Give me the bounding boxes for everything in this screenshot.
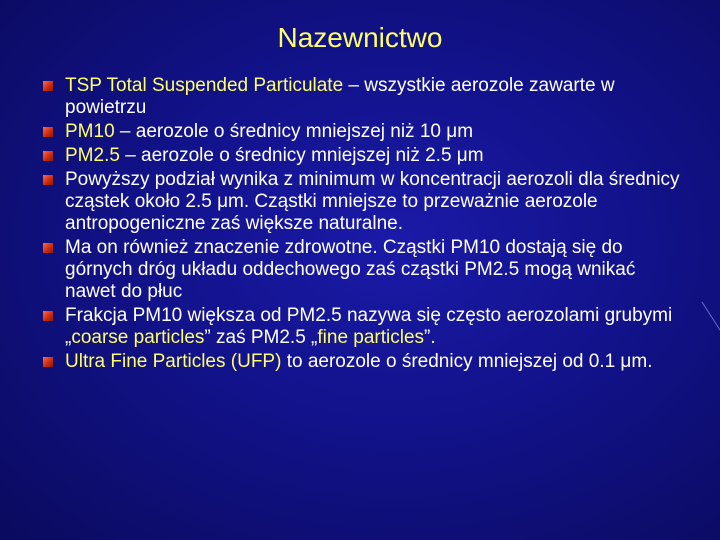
bullet-item	[40, 237, 680, 303]
bullet-marker-icon	[43, 127, 53, 137]
bullet-text: ”.	[424, 327, 436, 348]
bullet-text: – wszystkie aerozole zawarte w powietrzu	[65, 75, 615, 118]
bullet-marker-icon	[43, 175, 53, 185]
corner-decoration	[700, 300, 720, 340]
bullet-text: to aerozole o średnicy mniejszej od 0.1 μm.	[281, 351, 653, 372]
highlighted-term: PM2.5	[65, 145, 120, 166]
highlighted-term: PM10	[65, 121, 115, 142]
bullet-text: – aerozole o średnicy mniejszej niż 2.5 μm	[119, 145, 484, 166]
bullet-item	[40, 351, 680, 373]
bullet-item	[40, 75, 680, 119]
bullet-item	[40, 121, 680, 143]
slide-title: Nazewnictwo	[277, 22, 443, 53]
highlighted-term: fine particles	[317, 327, 425, 348]
bullet-item	[40, 305, 680, 349]
bullet-item	[40, 145, 680, 167]
highlighted-term: Ultra Fine Particles (UFP)	[65, 351, 282, 372]
bullet-marker-icon	[43, 311, 53, 321]
bullet-marker-icon	[43, 151, 53, 161]
bullet-marker-icon	[43, 357, 53, 367]
bullet-text: Ma on również znaczenie zdrowotne. Cząstki PM10 dostają się do górnych dróg układu oddechowego zaś cząstki PM2.5 mogą wnikać nawet do płuc	[65, 237, 636, 302]
bullet-text: – aerozole o średnicy mniejszej niż 10 μm	[114, 121, 474, 142]
bullet-item	[40, 169, 680, 235]
bullet-list	[40, 75, 680, 375]
bullet-text: ” zaś PM2.5 „	[204, 327, 318, 348]
bullet-text: Powyższy podział wynika z minimum w koncentracji aerozoli dla średnicy cząstek około 2.5 μm. Cząstki mniejsze to przeważnie aerozole antropogeniczne zaś większe naturalne.	[65, 169, 680, 234]
bullet-text: Frakcja PM10 większa od PM2.5 nazywa się często aerozolami grubymi „	[65, 305, 673, 348]
highlighted-term: coarse particles	[71, 327, 205, 348]
bullet-marker-icon	[43, 243, 53, 253]
highlighted-term: TSP Total Suspended Particulate	[65, 75, 344, 96]
bullet-marker-icon	[43, 81, 53, 91]
